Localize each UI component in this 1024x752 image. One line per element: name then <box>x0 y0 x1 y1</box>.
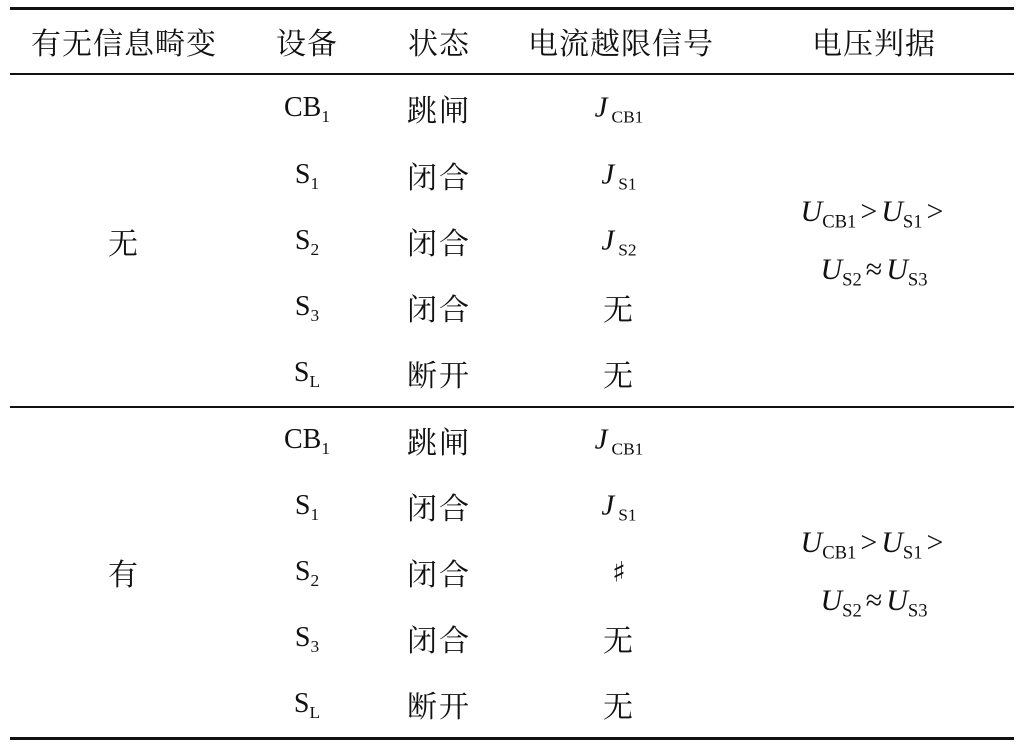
device-subscript: L <box>309 703 321 723</box>
voltage-variable: U <box>886 584 908 617</box>
current-signal-cell: ♯ <box>612 555 626 589</box>
device-subscript: L <box>309 372 321 392</box>
device-cell <box>294 556 320 591</box>
voltage-subscript: S1 <box>902 542 923 564</box>
device-name: CB <box>283 424 322 455</box>
state-cell: 断开 <box>407 359 471 394</box>
voltage-subscript: CB1 <box>822 211 857 233</box>
voltage-criterion-line <box>800 195 948 233</box>
device-subscript: 1 <box>321 107 331 127</box>
voltage-variable: U <box>820 253 843 286</box>
relation-operator: ≈ <box>865 253 883 286</box>
device-name: S <box>294 291 311 322</box>
current-signal-cell: 无 <box>603 359 635 394</box>
signal-variable: J <box>594 423 608 456</box>
device-cell <box>283 92 331 127</box>
device-subscript: 1 <box>310 174 320 194</box>
voltage-subscript: S2 <box>842 600 862 622</box>
device-subscript: 3 <box>310 306 320 326</box>
current-signal-cell: 无 <box>603 690 635 725</box>
device-name: S <box>294 490 311 521</box>
current-signal-cell <box>601 159 636 192</box>
state-cell: 跳闸 <box>407 94 471 129</box>
voltage-variable: U <box>881 526 903 559</box>
state-cell: 跳闸 <box>407 426 471 461</box>
device-cell <box>294 622 320 657</box>
signal-subscript: CB1 <box>611 439 644 459</box>
device-subscript: 2 <box>310 571 320 591</box>
voltage-variable: U <box>800 526 823 559</box>
signal-subscript: S1 <box>618 505 637 525</box>
signal-variable: J <box>601 489 615 522</box>
relation-operator: > <box>926 195 944 228</box>
header-rule <box>10 73 1014 75</box>
device-cell <box>283 424 331 459</box>
voltage-criterion-line <box>820 584 928 622</box>
state-cell: 闭合 <box>407 161 471 196</box>
header-device: 设备 <box>276 27 338 62</box>
device-subscript: 2 <box>310 240 320 260</box>
distortion-cell: 有 <box>108 558 140 593</box>
device-name: S <box>293 357 310 388</box>
device-name: S <box>293 688 310 719</box>
voltage-variable: U <box>886 253 908 286</box>
top-rule <box>10 7 1014 10</box>
header-state: 状态 <box>408 27 470 62</box>
device-name: S <box>294 622 311 653</box>
signal-subscript: S2 <box>618 240 637 260</box>
device-name: S <box>294 159 311 190</box>
device-cell <box>294 159 320 194</box>
current-signal-cell <box>601 490 636 523</box>
voltage-variable: U <box>800 195 823 228</box>
signal-subscript: CB1 <box>611 107 644 127</box>
relation-operator: > <box>926 526 944 559</box>
voltage-subscript: S1 <box>902 211 923 233</box>
relation-operator: ≈ <box>865 584 883 617</box>
signal-subscript: S1 <box>618 174 637 194</box>
device-cell <box>294 291 320 326</box>
device-subscript: 3 <box>310 637 320 657</box>
signal-variable: J <box>601 224 615 257</box>
relation-operator: > <box>860 195 878 228</box>
header-distortion: 有无信息畸变 <box>31 27 217 62</box>
current-signal-cell <box>601 225 636 258</box>
current-signal-cell: 无 <box>603 624 635 659</box>
voltage-variable: U <box>820 584 843 617</box>
device-name: CB <box>283 92 322 123</box>
voltage-criterion-line <box>820 253 928 291</box>
device-subscript: 1 <box>310 505 320 525</box>
device-subscript: 1 <box>321 439 331 459</box>
state-cell: 闭合 <box>407 492 471 527</box>
group-divider-rule <box>10 406 1014 408</box>
device-name: S <box>294 556 311 587</box>
voltage-variable: U <box>881 195 903 228</box>
state-cell: 闭合 <box>407 624 471 659</box>
header-current-signal: 电流越限信号 <box>528 27 714 62</box>
voltage-subscript: CB1 <box>822 542 857 564</box>
voltage-criterion-line <box>800 526 948 564</box>
relation-operator: > <box>860 526 878 559</box>
current-signal-cell: 无 <box>603 293 635 328</box>
state-cell: 闭合 <box>407 227 471 262</box>
device-cell <box>294 490 320 525</box>
current-signal-cell <box>595 92 644 125</box>
state-cell: 闭合 <box>407 293 471 328</box>
device-name: S <box>294 225 311 256</box>
state-cell: 断开 <box>407 690 471 725</box>
voltage-subscript: S3 <box>907 600 928 622</box>
bottom-rule <box>10 737 1014 740</box>
signal-variable: J <box>594 91 608 124</box>
voltage-subscript: S3 <box>907 269 928 291</box>
current-signal-cell <box>595 424 644 457</box>
distortion-cell: 无 <box>108 227 140 262</box>
device-cell <box>294 225 320 260</box>
signal-variable: J <box>601 158 615 191</box>
device-cell <box>293 357 321 392</box>
voltage-subscript: S2 <box>842 269 862 291</box>
state-cell: 闭合 <box>407 558 471 593</box>
device-cell <box>293 688 321 723</box>
header-voltage-criterion: 电压判据 <box>812 27 936 62</box>
